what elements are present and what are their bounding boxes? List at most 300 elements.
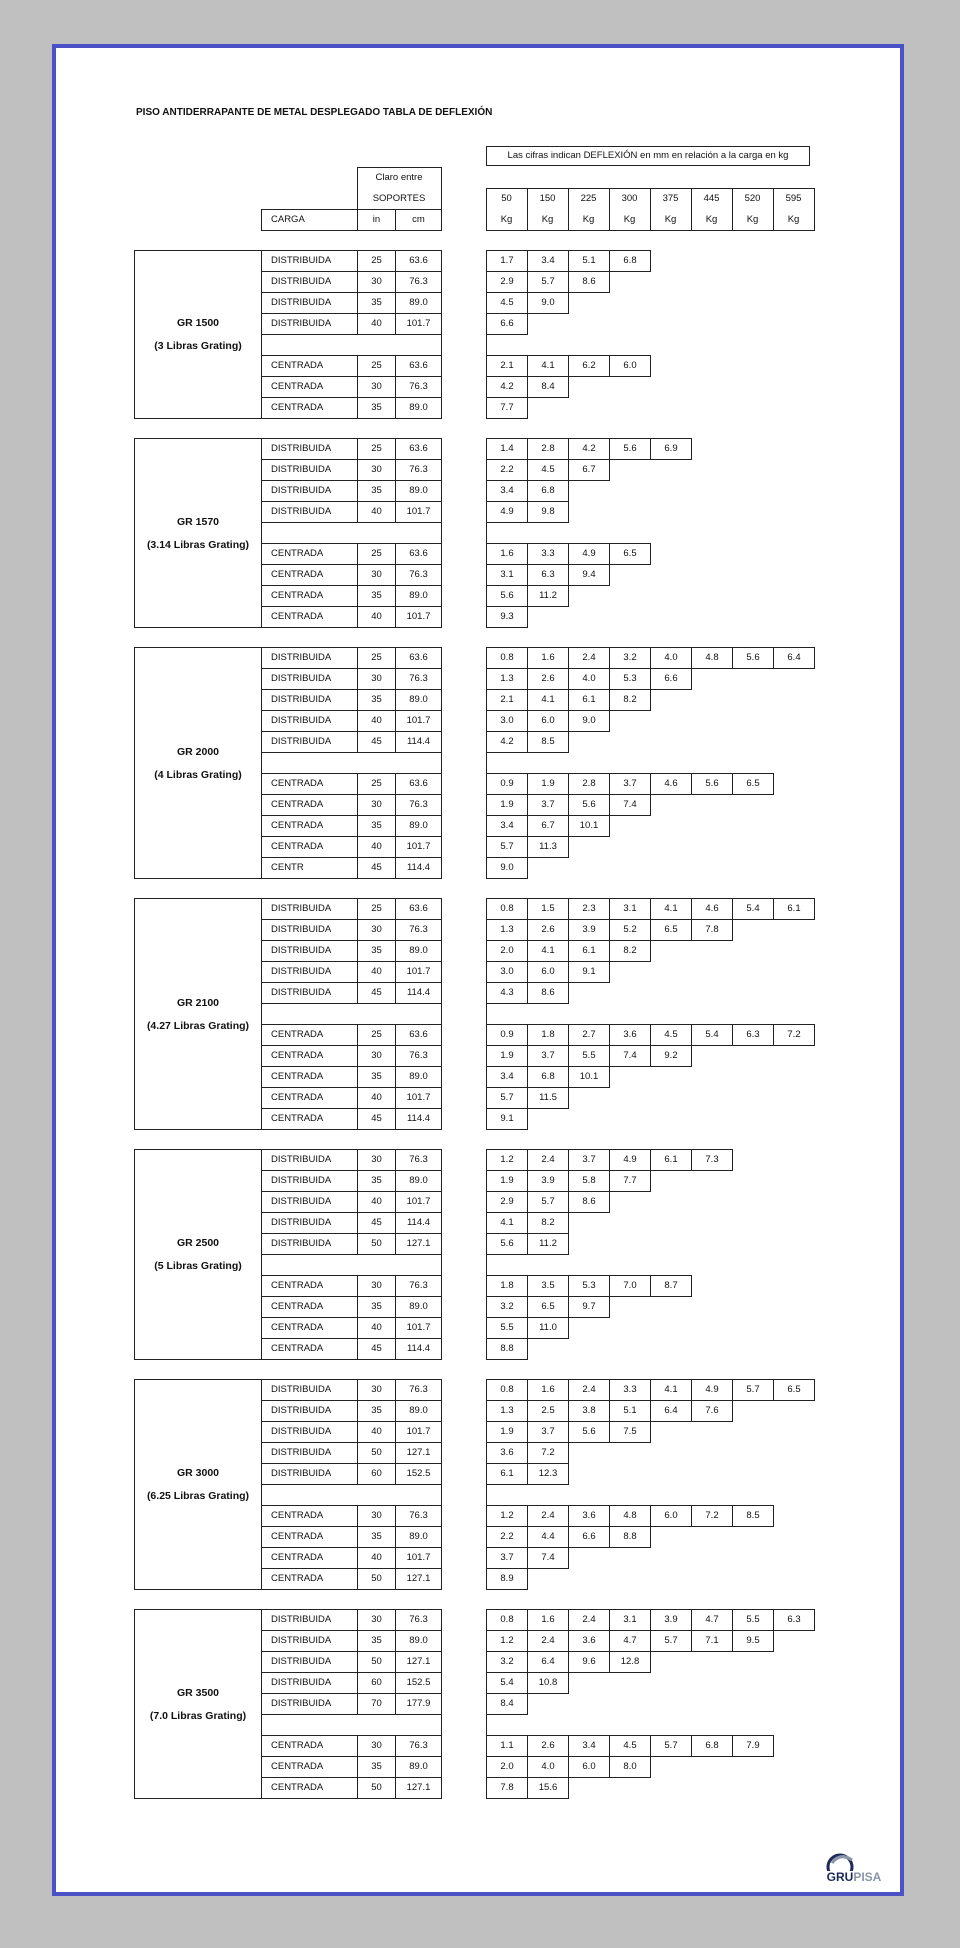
span-cm-cell: 76.3 bbox=[395, 1045, 442, 1067]
span-in-cell: 35 bbox=[357, 585, 396, 607]
load-type-cell: DISTRIBUIDA bbox=[261, 501, 358, 523]
deflection-cell: 4.1 bbox=[650, 898, 692, 920]
deflection-cell: 4.5 bbox=[609, 1735, 651, 1757]
deflection-cell: 3.7 bbox=[527, 794, 569, 816]
span-in-cell: 30 bbox=[357, 564, 396, 586]
deflection-cell: 3.7 bbox=[527, 1421, 569, 1443]
span-cm-cell: 127.1 bbox=[395, 1651, 442, 1673]
deflection-cell: 1.6 bbox=[486, 543, 528, 565]
load-type-cell: DISTRIBUIDA bbox=[261, 1693, 358, 1715]
deflection-cell: 4.1 bbox=[527, 940, 569, 962]
deflection-cell: 9.5 bbox=[732, 1630, 774, 1652]
deflection-cell: 7.7 bbox=[486, 397, 528, 419]
deflection-cell: 5.7 bbox=[486, 836, 528, 858]
load-type-cell: CENTRADA bbox=[261, 543, 358, 565]
span-cm-cell: 76.3 bbox=[395, 919, 442, 941]
load-unit: Kg bbox=[582, 214, 595, 225]
deflection-cell: 3.4 bbox=[568, 1735, 610, 1757]
span-in-cell: 30 bbox=[357, 1505, 396, 1527]
deflection-cell: 0.8 bbox=[486, 1379, 528, 1401]
load-unit: Kg bbox=[787, 214, 800, 225]
span-cm-cell: 63.6 bbox=[395, 773, 442, 795]
deflection-cell: 1.5 bbox=[527, 898, 569, 920]
deflection-cell: 2.9 bbox=[486, 271, 528, 293]
gap-line bbox=[486, 1484, 487, 1506]
deflection-cell: 6.5 bbox=[527, 1296, 569, 1318]
deflection-cell: 3.4 bbox=[527, 250, 569, 272]
deflection-cell: 1.6 bbox=[527, 1379, 569, 1401]
span-cm-cell: 127.1 bbox=[395, 1568, 442, 1590]
span-cm-cell: 76.3 bbox=[395, 1609, 442, 1631]
deflection-cell: 2.3 bbox=[568, 898, 610, 920]
group-frame bbox=[134, 438, 261, 628]
load-type-cell: DISTRIBUIDA bbox=[261, 250, 358, 272]
deflection-cell: 0.8 bbox=[486, 1609, 528, 1631]
load-type-cell: CENTRADA bbox=[261, 397, 358, 419]
deflection-cell: 9.7 bbox=[568, 1296, 610, 1318]
deflection-cell: 6.3 bbox=[773, 1609, 815, 1631]
span-in-cell: 25 bbox=[357, 773, 396, 795]
span-cm-cell: 76.3 bbox=[395, 459, 442, 481]
deflection-cell: 0.9 bbox=[486, 773, 528, 795]
deflection-cell: 6.8 bbox=[609, 250, 651, 272]
gap-line bbox=[261, 752, 262, 774]
span-in-cell: 45 bbox=[357, 1212, 396, 1234]
load-type-cell: CENTRADA bbox=[261, 836, 358, 858]
load-value: 595 bbox=[785, 193, 802, 204]
span-cm-cell: 101.7 bbox=[395, 501, 442, 523]
deflection-cell: 3.6 bbox=[568, 1630, 610, 1652]
deflection-cell: 9.8 bbox=[527, 501, 569, 523]
load-type-cell: DISTRIBUIDA bbox=[261, 438, 358, 460]
deflection-cell: 3.9 bbox=[568, 919, 610, 941]
span-in-cell: 45 bbox=[357, 731, 396, 753]
deflection-cell: 4.0 bbox=[568, 668, 610, 690]
deflection-cell: 6.1 bbox=[568, 940, 610, 962]
deflection-cell: 9.6 bbox=[568, 1651, 610, 1673]
gap-line bbox=[441, 522, 442, 544]
load-type-cell: CENTRADA bbox=[261, 1568, 358, 1590]
load-unit: Kg bbox=[623, 214, 636, 225]
span-in-cell: 35 bbox=[357, 1756, 396, 1778]
deflection-cell: 1.3 bbox=[486, 668, 528, 690]
deflection-cell: 4.4 bbox=[527, 1526, 569, 1548]
span-in-cell: 45 bbox=[357, 982, 396, 1004]
deflection-cell: 6.5 bbox=[609, 543, 651, 565]
load-type-cell: CENTRADA bbox=[261, 376, 358, 398]
deflection-cell: 9.1 bbox=[568, 961, 610, 983]
deflection-cell: 1.9 bbox=[527, 773, 569, 795]
load-value: 520 bbox=[744, 193, 761, 204]
deflection-cell: 1.6 bbox=[527, 1609, 569, 1631]
deflection-cell: 7.2 bbox=[773, 1024, 815, 1046]
deflection-cell: 3.6 bbox=[609, 1024, 651, 1046]
deflection-cell: 7.3 bbox=[691, 1149, 733, 1171]
deflection-cell: 8.6 bbox=[527, 982, 569, 1004]
gap-line bbox=[486, 1003, 487, 1025]
load-type-cell: DISTRIBUIDA bbox=[261, 1400, 358, 1422]
span-in-cell: 30 bbox=[357, 1275, 396, 1297]
deflection-cell: 3.4 bbox=[486, 1066, 528, 1088]
deflection-cell: 7.2 bbox=[527, 1442, 569, 1464]
span-cm-cell: 76.3 bbox=[395, 668, 442, 690]
deflection-cell: 5.1 bbox=[609, 1400, 651, 1422]
deflection-cell: 3.4 bbox=[486, 815, 528, 837]
load-value: 150 bbox=[539, 193, 556, 204]
deflection-cell: 11.5 bbox=[527, 1087, 569, 1109]
deflection-cell: 6.3 bbox=[732, 1024, 774, 1046]
span-in-cell: 35 bbox=[357, 292, 396, 314]
gap-line bbox=[441, 1714, 442, 1736]
span-in-cell: 30 bbox=[357, 376, 396, 398]
gap-line bbox=[441, 1003, 442, 1025]
deflection-cell: 4.1 bbox=[527, 689, 569, 711]
span-cm-cell: 101.7 bbox=[395, 710, 442, 732]
span-cm-cell: 76.3 bbox=[395, 1275, 442, 1297]
span-cm-cell: 114.4 bbox=[395, 857, 442, 879]
span-cm-cell: 89.0 bbox=[395, 940, 442, 962]
deflection-cell: 4.5 bbox=[527, 459, 569, 481]
gap-line bbox=[441, 1254, 442, 1276]
load-type-cell: CENTRADA bbox=[261, 606, 358, 628]
group-frame bbox=[134, 1149, 261, 1360]
span-in-cell: 35 bbox=[357, 1170, 396, 1192]
deflection-cell: 1.8 bbox=[486, 1275, 528, 1297]
deflection-cell: 4.9 bbox=[486, 501, 528, 523]
span-cm-cell: 114.4 bbox=[395, 1108, 442, 1130]
deflection-cell: 11.2 bbox=[527, 1233, 569, 1255]
load-unit: Kg bbox=[541, 214, 554, 225]
deflection-cell: 6.2 bbox=[568, 355, 610, 377]
load-type-cell: CENTRADA bbox=[261, 585, 358, 607]
deflection-cell: 5.5 bbox=[732, 1609, 774, 1631]
span-cm-cell: 89.0 bbox=[395, 397, 442, 419]
deflection-cell: 3.0 bbox=[486, 961, 528, 983]
group-frame bbox=[134, 1379, 261, 1590]
group-frame bbox=[134, 1609, 261, 1799]
span-in-cell: 30 bbox=[357, 919, 396, 941]
span-in-cell: 40 bbox=[357, 1547, 396, 1569]
deflection-cell: 1.9 bbox=[486, 794, 528, 816]
deflection-cell: 10.1 bbox=[568, 815, 610, 837]
load-value: 50 bbox=[501, 193, 512, 204]
deflection-cell: 4.9 bbox=[568, 543, 610, 565]
deflection-cell: 3.7 bbox=[486, 1547, 528, 1569]
deflection-cell: 5.7 bbox=[486, 1087, 528, 1109]
span-cm-cell: 76.3 bbox=[395, 1149, 442, 1171]
group-subtitle: (4 Libras Grating) bbox=[154, 768, 242, 781]
deflection-cell: 7.1 bbox=[691, 1630, 733, 1652]
span-cm-cell: 63.6 bbox=[395, 898, 442, 920]
load-type-cell: CENTRADA bbox=[261, 815, 358, 837]
span-cm-cell: 89.0 bbox=[395, 480, 442, 502]
deflection-cell: 7.7 bbox=[609, 1170, 651, 1192]
load-unit: Kg bbox=[664, 214, 677, 225]
deflection-cell: 3.5 bbox=[527, 1275, 569, 1297]
deflection-cell: 10.8 bbox=[527, 1672, 569, 1694]
span-cm-cell: 114.4 bbox=[395, 1338, 442, 1360]
page-title: PISO ANTIDERRAPANTE DE METAL DESPLEGADO TABLA DE DEFLEXIÓN bbox=[136, 107, 493, 118]
load-type-cell: DISTRIBUIDA bbox=[261, 1170, 358, 1192]
load-type-cell: DISTRIBUIDA bbox=[261, 1630, 358, 1652]
deflection-cell: 1.9 bbox=[486, 1045, 528, 1067]
deflection-cell: 6.7 bbox=[527, 815, 569, 837]
deflection-cell: 6.1 bbox=[486, 1463, 528, 1485]
deflection-cell: 11.3 bbox=[527, 836, 569, 858]
span-in-cell: 40 bbox=[357, 1421, 396, 1443]
load-type-cell: DISTRIBUIDA bbox=[261, 1651, 358, 1673]
load-type-cell: DISTRIBUIDA bbox=[261, 1379, 358, 1401]
span-cm-cell: 101.7 bbox=[395, 961, 442, 983]
span-in-cell: 35 bbox=[357, 689, 396, 711]
deflection-cell: 7.9 bbox=[732, 1735, 774, 1757]
deflection-cell: 2.0 bbox=[486, 1756, 528, 1778]
deflection-cell: 2.1 bbox=[486, 689, 528, 711]
deflection-cell: 6.5 bbox=[732, 773, 774, 795]
load-type-cell: DISTRIBUIDA bbox=[261, 1609, 358, 1631]
load-type-cell: CENTRADA bbox=[261, 1275, 358, 1297]
span-cm-cell: 76.3 bbox=[395, 794, 442, 816]
deflection-cell: 11.2 bbox=[527, 585, 569, 607]
deflection-cell: 6.6 bbox=[568, 1526, 610, 1548]
deflection-cell: 2.4 bbox=[527, 1505, 569, 1527]
load-unit: Kg bbox=[746, 214, 759, 225]
deflection-cell: 1.2 bbox=[486, 1505, 528, 1527]
deflection-cell: 5.7 bbox=[650, 1735, 692, 1757]
deflection-cell: 5.7 bbox=[527, 1191, 569, 1213]
deflection-cell: 6.6 bbox=[486, 313, 528, 335]
deflection-cell: 6.8 bbox=[527, 1066, 569, 1088]
span-in-cell: 35 bbox=[357, 1066, 396, 1088]
load-type-cell: CENTRADA bbox=[261, 773, 358, 795]
deflection-cell: 1.8 bbox=[527, 1024, 569, 1046]
load-unit: Kg bbox=[705, 214, 718, 225]
deflection-cell: 8.4 bbox=[486, 1693, 528, 1715]
group-subtitle: (5 Libras Grating) bbox=[154, 1260, 242, 1272]
gap-line bbox=[486, 1714, 487, 1736]
load-type-cell: DISTRIBUIDA bbox=[261, 647, 358, 669]
load-unit: Kg bbox=[500, 214, 513, 225]
deflection-cell: 2.2 bbox=[486, 1526, 528, 1548]
deflection-cell: 5.7 bbox=[527, 271, 569, 293]
span-cm-cell: 101.7 bbox=[395, 1191, 442, 1213]
deflection-cell: 8.4 bbox=[527, 376, 569, 398]
deflection-cell: 5.2 bbox=[609, 919, 651, 941]
deflection-cell: 5.7 bbox=[650, 1630, 692, 1652]
span-in-cell: 40 bbox=[357, 1191, 396, 1213]
span-in-cell: 70 bbox=[357, 1693, 396, 1715]
span-cm-cell: 76.3 bbox=[395, 1379, 442, 1401]
span-in-cell: 40 bbox=[357, 1317, 396, 1339]
load-type-cell: DISTRIBUIDA bbox=[261, 898, 358, 920]
deflection-cell: 8.8 bbox=[609, 1526, 651, 1548]
deflection-cell: 3.6 bbox=[486, 1442, 528, 1464]
deflection-cell: 5.3 bbox=[568, 1275, 610, 1297]
deflection-cell: 4.2 bbox=[568, 438, 610, 460]
span-in-cell: 35 bbox=[357, 1296, 396, 1318]
deflection-cell: 10.1 bbox=[568, 1066, 610, 1088]
load-type-cell: CENTRADA bbox=[261, 564, 358, 586]
deflection-cell: 4.7 bbox=[609, 1630, 651, 1652]
deflection-cell: 1.7 bbox=[486, 250, 528, 272]
deflection-cell: 4.6 bbox=[691, 898, 733, 920]
deflection-cell: 8.0 bbox=[609, 1756, 651, 1778]
gap-line bbox=[261, 1254, 262, 1276]
deflection-cell: 8.5 bbox=[527, 731, 569, 753]
span-cm-cell: 152.5 bbox=[395, 1463, 442, 1485]
deflection-cell: 5.6 bbox=[691, 773, 733, 795]
deflection-cell: 9.0 bbox=[568, 710, 610, 732]
gap-line bbox=[486, 1254, 487, 1276]
span-in-cell: 25 bbox=[357, 250, 396, 272]
span-in-cell: 35 bbox=[357, 480, 396, 502]
load-type-cell: CENTRADA bbox=[261, 1296, 358, 1318]
deflection-cell: 8.7 bbox=[650, 1275, 692, 1297]
group-frame bbox=[134, 647, 261, 879]
span-cm-cell: 63.6 bbox=[395, 543, 442, 565]
span-in-cell: 30 bbox=[357, 794, 396, 816]
deflection-cell: 4.5 bbox=[650, 1024, 692, 1046]
deflection-cell: 6.3 bbox=[527, 564, 569, 586]
deflection-cell: 4.0 bbox=[650, 647, 692, 669]
span-cm-cell: 114.4 bbox=[395, 731, 442, 753]
deflection-cell: 3.7 bbox=[609, 773, 651, 795]
deflection-cell: 6.0 bbox=[568, 1756, 610, 1778]
span-cm-cell: 63.6 bbox=[395, 355, 442, 377]
span-cm-cell: 76.3 bbox=[395, 376, 442, 398]
deflection-cell: 12.8 bbox=[609, 1651, 651, 1673]
span-cm-cell: 89.0 bbox=[395, 689, 442, 711]
deflection-cell: 3.8 bbox=[568, 1400, 610, 1422]
deflection-cell: 3.3 bbox=[609, 1379, 651, 1401]
span-in-cell: 25 bbox=[357, 543, 396, 565]
deflection-cell: 8.2 bbox=[609, 689, 651, 711]
span-in-cell: 35 bbox=[357, 397, 396, 419]
load-type-cell: DISTRIBUIDA bbox=[261, 271, 358, 293]
deflection-cell: 3.9 bbox=[527, 1170, 569, 1192]
span-in-cell: 40 bbox=[357, 1087, 396, 1109]
load-type-cell: DISTRIBUIDA bbox=[261, 961, 358, 983]
deflection-cell: 6.5 bbox=[650, 919, 692, 941]
deflection-cell: 3.1 bbox=[486, 564, 528, 586]
gap-line bbox=[441, 334, 442, 356]
deflection-cell: 6.1 bbox=[650, 1149, 692, 1171]
deflection-cell: 0.8 bbox=[486, 898, 528, 920]
deflection-cell: 2.4 bbox=[568, 647, 610, 669]
deflection-cell: 4.3 bbox=[486, 982, 528, 1004]
deflection-cell: 5.7 bbox=[732, 1379, 774, 1401]
deflection-cell: 4.6 bbox=[650, 773, 692, 795]
group-name: GR 1570 bbox=[176, 515, 220, 528]
load-type-cell: DISTRIBUIDA bbox=[261, 313, 358, 335]
span-in-cell: 30 bbox=[357, 1379, 396, 1401]
deflection-cell: 3.1 bbox=[609, 1609, 651, 1631]
span-in-cell: 30 bbox=[357, 459, 396, 481]
load-type-cell: DISTRIBUIDA bbox=[261, 1421, 358, 1443]
span-cm-cell: 89.0 bbox=[395, 1296, 442, 1318]
load-type-cell: DISTRIBUIDA bbox=[261, 982, 358, 1004]
group-subtitle: (7.0 Libras Grating) bbox=[149, 1709, 247, 1722]
deflection-cell: 1.2 bbox=[486, 1630, 528, 1652]
group-name: GR 2500 bbox=[176, 1237, 220, 1249]
deflection-cell: 1.9 bbox=[486, 1421, 528, 1443]
deflection-cell: 5.4 bbox=[691, 1024, 733, 1046]
deflection-cell: 4.1 bbox=[486, 1212, 528, 1234]
deflection-cell: 2.1 bbox=[486, 355, 528, 377]
deflection-cell: 5.1 bbox=[568, 250, 610, 272]
gap-line bbox=[261, 1714, 262, 1736]
span-in-cell: 25 bbox=[357, 898, 396, 920]
deflection-cell: 3.0 bbox=[486, 710, 528, 732]
deflection-cell: 9.0 bbox=[486, 857, 528, 879]
deflection-cell: 2.4 bbox=[527, 1149, 569, 1171]
load-value: 225 bbox=[580, 193, 597, 204]
group-name: GR 2000 bbox=[176, 745, 220, 758]
deflection-cell: 7.4 bbox=[609, 1045, 651, 1067]
span-in-cell: 25 bbox=[357, 1024, 396, 1046]
svg-text:GRUPISA: GRUPISA bbox=[826, 1870, 882, 1884]
span-cm-cell: 89.0 bbox=[395, 1066, 442, 1088]
deflection-cell: 6.4 bbox=[650, 1400, 692, 1422]
deflection-cell: 2.6 bbox=[527, 1735, 569, 1757]
deflection-cell: 2.9 bbox=[486, 1191, 528, 1213]
load-type-cell: DISTRIBUIDA bbox=[261, 1233, 358, 1255]
span-in-cell: 40 bbox=[357, 606, 396, 628]
deflection-cell: 2.4 bbox=[568, 1379, 610, 1401]
deflection-cell: 3.7 bbox=[568, 1149, 610, 1171]
span-cm-cell: 177.9 bbox=[395, 1693, 442, 1715]
deflection-cell: 4.1 bbox=[650, 1379, 692, 1401]
deflection-cell: 5.5 bbox=[568, 1045, 610, 1067]
gap-line bbox=[261, 334, 262, 356]
deflection-cell: 4.5 bbox=[486, 292, 528, 314]
deflection-cell: 3.4 bbox=[486, 480, 528, 502]
deflection-cell: 9.4 bbox=[568, 564, 610, 586]
span-in-cell: 50 bbox=[357, 1442, 396, 1464]
span-cm-cell: 63.6 bbox=[395, 250, 442, 272]
load-type-cell: CENTRADA bbox=[261, 1066, 358, 1088]
deflection-cell: 6.8 bbox=[527, 480, 569, 502]
deflection-cell: 8.9 bbox=[486, 1568, 528, 1590]
span-in-cell: 60 bbox=[357, 1672, 396, 1694]
span-in-cell: 30 bbox=[357, 271, 396, 293]
span-cm-cell: 101.7 bbox=[395, 1317, 442, 1339]
deflection-cell: 8.2 bbox=[527, 1212, 569, 1234]
deflection-cell: 1.9 bbox=[486, 1170, 528, 1192]
deflection-cell: 2.8 bbox=[568, 773, 610, 795]
load-type-cell: DISTRIBUIDA bbox=[261, 710, 358, 732]
deflection-cell: 15.6 bbox=[527, 1777, 569, 1799]
claro-header-line2: SOPORTES bbox=[372, 193, 426, 204]
gap-line bbox=[441, 752, 442, 774]
deflection-cell: 9.0 bbox=[527, 292, 569, 314]
span-cm-cell: 101.7 bbox=[395, 313, 442, 335]
deflection-cell: 12.3 bbox=[527, 1463, 569, 1485]
span-cm-cell: 101.7 bbox=[395, 1421, 442, 1443]
load-type-cell: DISTRIBUIDA bbox=[261, 1149, 358, 1171]
deflection-cell: 5.5 bbox=[486, 1317, 528, 1339]
deflection-cell: 7.0 bbox=[609, 1275, 651, 1297]
span-in-cell: 25 bbox=[357, 438, 396, 460]
deflection-cell: 0.9 bbox=[486, 1024, 528, 1046]
load-type-cell: CENTRADA bbox=[261, 1338, 358, 1360]
deflection-cell: 4.0 bbox=[527, 1756, 569, 1778]
span-cm-cell: 76.3 bbox=[395, 564, 442, 586]
deflection-cell: 5.3 bbox=[609, 668, 651, 690]
span-in-cell: 50 bbox=[357, 1233, 396, 1255]
gap-line bbox=[486, 334, 487, 356]
deflection-cell: 3.2 bbox=[486, 1296, 528, 1318]
